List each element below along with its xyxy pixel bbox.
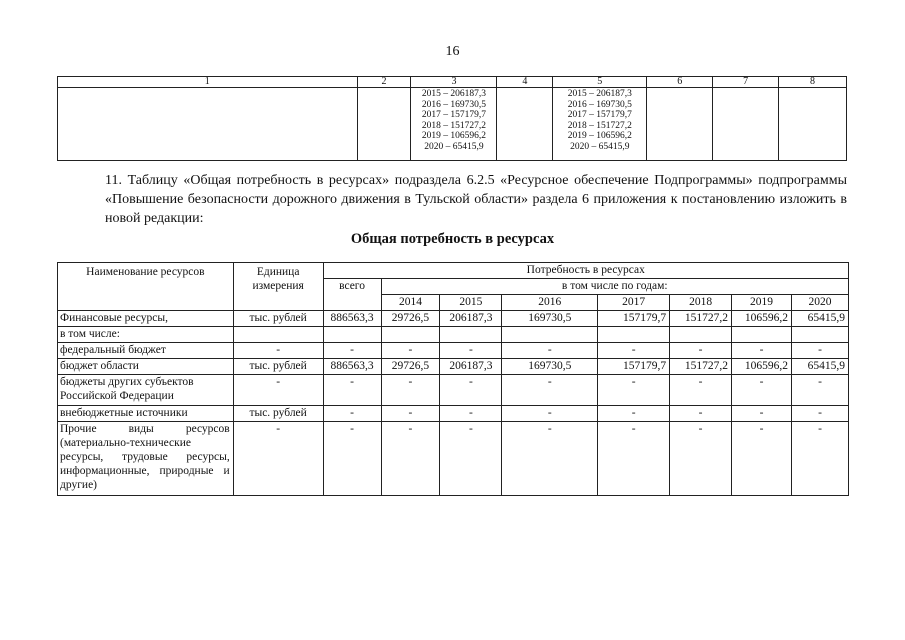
header-resource-name: Наименование ресурсов (58, 263, 234, 311)
resource-name: в том числе: (58, 327, 234, 343)
header-year: 2016 (502, 295, 598, 311)
year-value: - (598, 343, 670, 359)
col-number: 6 (647, 77, 713, 88)
year-amount-line: 2018 – 151727,2 (421, 120, 486, 131)
year-value: - (381, 406, 440, 422)
year-value: - (791, 406, 848, 422)
col-number: 8 (779, 77, 847, 88)
year-value: - (670, 375, 732, 406)
year-value: 106596,2 (732, 359, 792, 375)
unit-cell: - (233, 343, 323, 359)
year-value (502, 327, 598, 343)
continuation-row (58, 88, 847, 161)
year-value: - (440, 422, 502, 496)
table-cell (357, 88, 411, 161)
year-value: 157179,7 (598, 359, 670, 375)
unit-cell: - (233, 422, 323, 496)
year-value: 65415,9 (791, 311, 848, 327)
year-amount-line: 2020 – 65415,9 (424, 141, 484, 152)
year-value: 151727,2 (670, 311, 732, 327)
page-number: 16 (445, 44, 460, 59)
total-cell: - (323, 343, 381, 359)
year-value (381, 327, 440, 343)
header-total: всего (323, 279, 381, 311)
header-year: 2017 (598, 295, 670, 311)
header-year: 2020 (791, 295, 848, 311)
table-row (58, 327, 849, 343)
year-amount-line: 2019 – 106596,2 (567, 131, 632, 141)
year-value: - (732, 422, 792, 496)
year-amount-line: 2018 – 151727,2 (567, 120, 632, 131)
year-value: - (440, 343, 502, 359)
total-cell (323, 327, 381, 343)
header-year: 2019 (732, 295, 792, 311)
total-cell: - (323, 422, 381, 496)
col-number: 3 (411, 77, 497, 88)
year-value (732, 327, 792, 343)
col-number: 5 (553, 77, 647, 88)
year-value: - (598, 375, 670, 406)
header-by-years: в том числе по годам: (381, 279, 848, 295)
continuation-table (57, 76, 847, 161)
resource-name: бюджет области (58, 359, 234, 375)
unit-cell: тыс. рублей (233, 311, 323, 327)
col-number: 1 (58, 77, 358, 88)
year-amount-cell (553, 88, 647, 161)
table-row (58, 359, 849, 375)
unit-cell: тыс. рублей (233, 406, 323, 422)
year-value: - (791, 422, 848, 496)
year-value: - (598, 422, 670, 496)
table-cell (497, 88, 553, 161)
year-value: - (381, 422, 440, 496)
year-value (598, 327, 670, 343)
year-value: - (440, 375, 502, 406)
table-row (58, 422, 849, 496)
year-value: 169730,5 (502, 359, 598, 375)
unit-cell: - (233, 375, 323, 406)
unit-cell: тыс. рублей (233, 359, 323, 375)
col-number: 2 (357, 77, 411, 88)
year-amount-line: 2016 – 169730,5 (421, 99, 486, 110)
unit-cell (233, 327, 323, 343)
header-year: 2014 (381, 295, 440, 311)
header-unit: Единица измерения (233, 263, 323, 311)
table-title: Общая потребность в ресурсах (350, 231, 555, 247)
resources-table (57, 262, 849, 496)
year-value: - (502, 343, 598, 359)
year-value (440, 327, 502, 343)
header-need: Потребность в ресурсах (323, 263, 848, 279)
table-row (58, 406, 849, 422)
year-amount-line: 2017 – 157179,7 (421, 110, 486, 120)
year-value: 29726,5 (381, 359, 440, 375)
year-value: - (670, 422, 732, 496)
year-amount-line: 2017 – 157179,7 (567, 110, 632, 120)
table-row (58, 311, 849, 327)
resource-name: Финансовые ресурсы, (58, 311, 234, 327)
table-row (58, 343, 849, 359)
year-amount-cell (411, 88, 497, 161)
year-value: - (502, 406, 598, 422)
year-value: 206187,3 (440, 311, 502, 327)
year-value: - (791, 343, 848, 359)
year-amount-line: 2015 – 206187,3 (567, 89, 632, 99)
paragraph-text: 11. Таблицу «Общая потребность в ресурсах» подраздела 6.2.5 «Ресурсное обеспечение Подпрограммы» подпрограммы «Повышение безопасности дорожного движения в Тульской области» раздела 6 приложения к постановлению изложить в новой редакции: (105, 173, 847, 226)
year-value: 65415,9 (791, 359, 848, 375)
total-cell: 886563,3 (323, 311, 381, 327)
year-value: 151727,2 (670, 359, 732, 375)
col-number: 4 (497, 77, 553, 88)
year-value: 29726,5 (381, 311, 440, 327)
year-value (670, 327, 732, 343)
year-value: - (670, 343, 732, 359)
year-value: - (502, 422, 598, 496)
year-value: - (670, 406, 732, 422)
col-number: 7 (713, 77, 779, 88)
resource-name: федеральный бюджет (58, 343, 234, 359)
table-row (58, 375, 849, 406)
year-value: 169730,5 (502, 311, 598, 327)
year-value: 206187,3 (440, 359, 502, 375)
resource-name: Прочие виды ресурсов (материально-технические ресурсы, трудовые ресурсы, информационные, природные и другие) (58, 422, 234, 496)
year-value: - (598, 406, 670, 422)
year-value: 106596,2 (732, 311, 792, 327)
resource-name: бюджеты других субъектов Российской Федерации (58, 375, 234, 406)
table-cell (58, 88, 358, 161)
header-year: 2018 (670, 295, 732, 311)
year-value: - (732, 375, 792, 406)
year-value: - (381, 375, 440, 406)
year-amount-line: 2020 – 65415,9 (570, 141, 630, 152)
table-cell (647, 88, 713, 161)
year-value: - (502, 375, 598, 406)
table-cell (779, 88, 847, 161)
total-cell: - (323, 375, 381, 406)
year-value (791, 327, 848, 343)
amendment-paragraph (57, 171, 847, 228)
year-value: 157179,7 (598, 311, 670, 327)
total-cell: 886563,3 (323, 359, 381, 375)
year-value: - (732, 406, 792, 422)
total-cell: - (323, 406, 381, 422)
column-number-row (58, 77, 847, 88)
resource-name: внебюджетные источники (58, 406, 234, 422)
year-value: - (732, 343, 792, 359)
year-value: - (791, 375, 848, 406)
table-cell (713, 88, 779, 161)
year-amount-line: 2015 – 206187,3 (421, 89, 486, 99)
header-year: 2015 (440, 295, 502, 311)
year-value: - (440, 406, 502, 422)
year-amount-line: 2019 – 106596,2 (421, 131, 486, 141)
year-value: - (381, 343, 440, 359)
year-amount-line: 2016 – 169730,5 (567, 99, 632, 110)
